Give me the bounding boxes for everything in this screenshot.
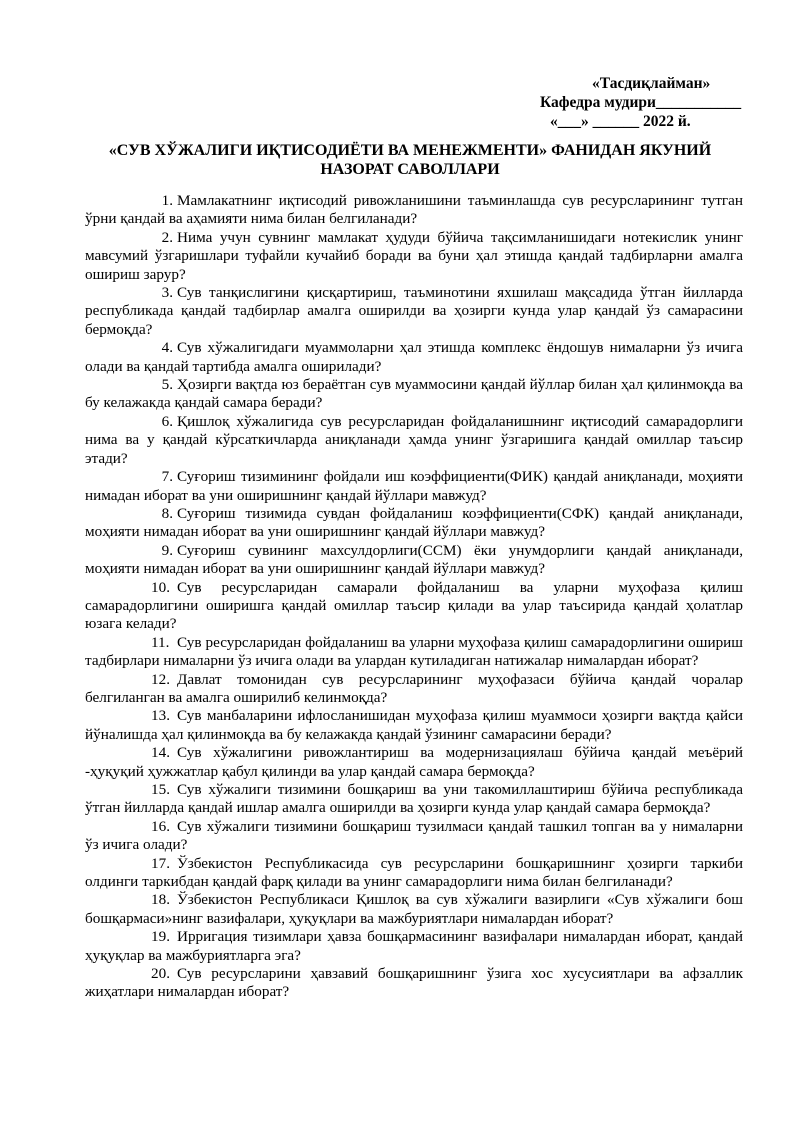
question-text: Сув манбаларини ифлосланишидан муҳофаза қилиш муаммоси ҳозирги вақтда қайси йўналишда ҳал қилинмоқда ва бу келажакда қандай ўзининг самарасини беради? [85,707,743,743]
question-text: Суғориш сувининг махсулдорлиги(ССМ) ёки унумдорлиги қандай аниқланади, моҳияти нимадан иборат ва уни оширишнинг қандай йўллари мавжуд? [85,541,743,578]
question-number: 8. [161,504,173,522]
question-number: 9. [161,541,173,559]
approval-block [540,74,780,131]
document-title [60,141,760,179]
question-number: 1. [161,192,173,209]
question-text: Ҳозирги вақтда юз бераётган сув муаммосини қандай йўллар билан ҳал қилинмоқда ва бу келажакда қандай самара беради? [85,376,743,412]
question-item [85,818,743,855]
question-text: Нима учун сувнинг мамлакат ҳудуди бўйича тақсимланишидаги нотекислик унинг мавсумий ўзгаришлари туфайли кучайиб боради ва буни ҳал этишда қандай тадбирларни амалга ошириш зарур? [85,228,743,283]
question-number: 12. [151,670,170,688]
question-item [85,284,743,339]
question-item [85,965,743,1002]
question-text: Сув хўжалиги тизимини бошқариш тузилмаси қандай ташкил топган ва у нималарни ўз ичига олади? [85,817,743,854]
question-number: 2. [161,228,173,246]
approval-heading: «Тасдиқлайман» [592,75,711,92]
question-text: Мамлакатнинг иқтисодий ривожланишини таъминлашда сув ресурсларининг тутган ўрни қандай ва аҳамияти нима билан белгиланади? [85,192,743,228]
question-number: 4. [161,339,173,357]
question-text: Ўзбекистон Республикасида сув ресурсларини бошқаришнинг ҳозирги таркиби олдинги таркибдан қандай фарқ қилади ва унинг самарадорлиги нима билан белгиланади? [85,854,743,891]
question-item [85,505,743,542]
question-item [85,376,743,413]
question-number: 11. [151,633,170,651]
question-item [85,744,743,781]
question-text: Сув ресурсларидан самарали фойдаланиш ва уларни муҳофаза қилиш самарадорлигини оширишга қандай омиллар таъсир қилади ва улар таъсирида қандай ҳолатлар юзага келади? [85,578,743,633]
question-item [85,579,743,634]
question-text: Сув ресурсларидан фойдаланиш ва уларни муҳофаза қилиш самарадорлигини ошириш тадбирлари нималарни ўз ичига олади ва улардан кутиладиган натижалар нималардан иборат? [85,633,743,670]
question-number: 16. [151,817,170,835]
question-text: Қишлоқ хўжалигида сув ресурсларидан фойдаланишнинг иқтисодий самарадорлиги нима ва у қандай кўрсаткичларда аниқланади ҳамда унинг ўзгаришига қандай омиллар таъсир этади? [85,412,743,467]
question-text: Ўзбекистон Республикаси Қишлоқ ва сув хўжалиги вазирлиги «Сув хўжалиги бош бошқармаси»нинг вазифалари, ҳуқуқлари ва мажбуриятлари нималардан иборат? [85,891,743,927]
question-number: 19. [151,928,170,946]
question-item [85,928,743,965]
question-number: 13. [151,707,170,725]
approval-date-line: «___» ______ 2022 й. [550,113,691,130]
question-number: 20. [151,965,170,983]
question-number: 3. [161,284,173,302]
department-head-signature-line: Кафедра мудири___________ [540,94,742,111]
question-number: 5. [161,376,173,394]
question-text: Давлат томонидан сув ресурсларининг муҳофазаси бўйича қандай чоралар белгиланган ва амалга оширилиб келинмоқда? [85,670,743,706]
question-item [85,192,743,229]
title-line-2: НАЗОРАТ САВОЛЛАРИ [320,161,500,178]
question-item [85,671,743,708]
question-number: 15. [151,781,170,798]
question-list [85,192,743,1002]
question-item [85,542,743,579]
question-item [85,634,743,671]
question-number: 7. [161,468,173,486]
question-item [85,229,743,284]
question-text: Сув хўжалигини ривожлантириш ва модернизациялаш бўйича қандай меъёрий -ҳуқуқий ҳужжатлар қабул қилинди ва улар қандай самара бермоқда? [85,744,743,780]
question-item [85,891,743,928]
question-number: 14. [151,744,170,762]
question-text: Сув танқислигини қисқартириш, таъминотини яхшилаш мақсадида ўтган йилларда республикада қандай тадбирлар амалга оширилди ва ҳозирги кунда улар қандай ўз самарасини бермоқда? [85,284,743,338]
question-text: Суғориш тизимида сувдан фойдаланиш коэффициенти(СФК) қандай аниқланади, моҳияти нимадан иборат ва уни оширишнинг қандай йўллари мавжуд? [85,504,743,541]
question-number: 10. [151,578,170,596]
question-text: Сув хўжалигидаги муаммоларни ҳал этишда комплекс ёндошув нималарни ўз ичига олади ва қандай тартибда амалга оширилади? [85,339,743,375]
question-item [85,413,743,468]
question-number: 6. [161,412,173,430]
question-item [85,339,743,376]
title-line-1: «СУВ ХЎЖАЛИГИ ИҚТИСОДИЁТИ ВА МЕНЕЖМЕНТИ» ФАНИДАН ЯКУНИЙ [108,142,712,159]
question-number: 18. [151,891,170,909]
question-item [85,468,743,505]
question-text: Ирригация тизимлари ҳавза бошқармасининг вазифалари нималардан иборат, қандай ҳуқуқлар ва мажбуриятларга эга? [85,928,743,964]
question-item [85,781,743,818]
question-number: 17. [151,854,170,872]
question-text: Сув ресурсларини ҳавзавий бошқаришнинг ўзига хос хусусиятлари ва афзаллик жиҳатлари нималардан иборат? [85,965,743,1001]
question-text: Сув хўжалиги тизимини бошқариш ва уни такомиллаштириш бўйича республикада ўтган йилларда қандай ишлар амалга оширилди ва ҳозирги кунда улар қандай самара бермоқда? [85,781,743,817]
question-item [85,855,743,892]
question-item [85,707,743,744]
question-text: Суғориш тизимининг фойдали иш коэффициенти(ФИК) қандай аниқланади, моҳияти нимадан иборат ва уни оширишнинг қандай йўллари мавжуд? [85,468,743,504]
